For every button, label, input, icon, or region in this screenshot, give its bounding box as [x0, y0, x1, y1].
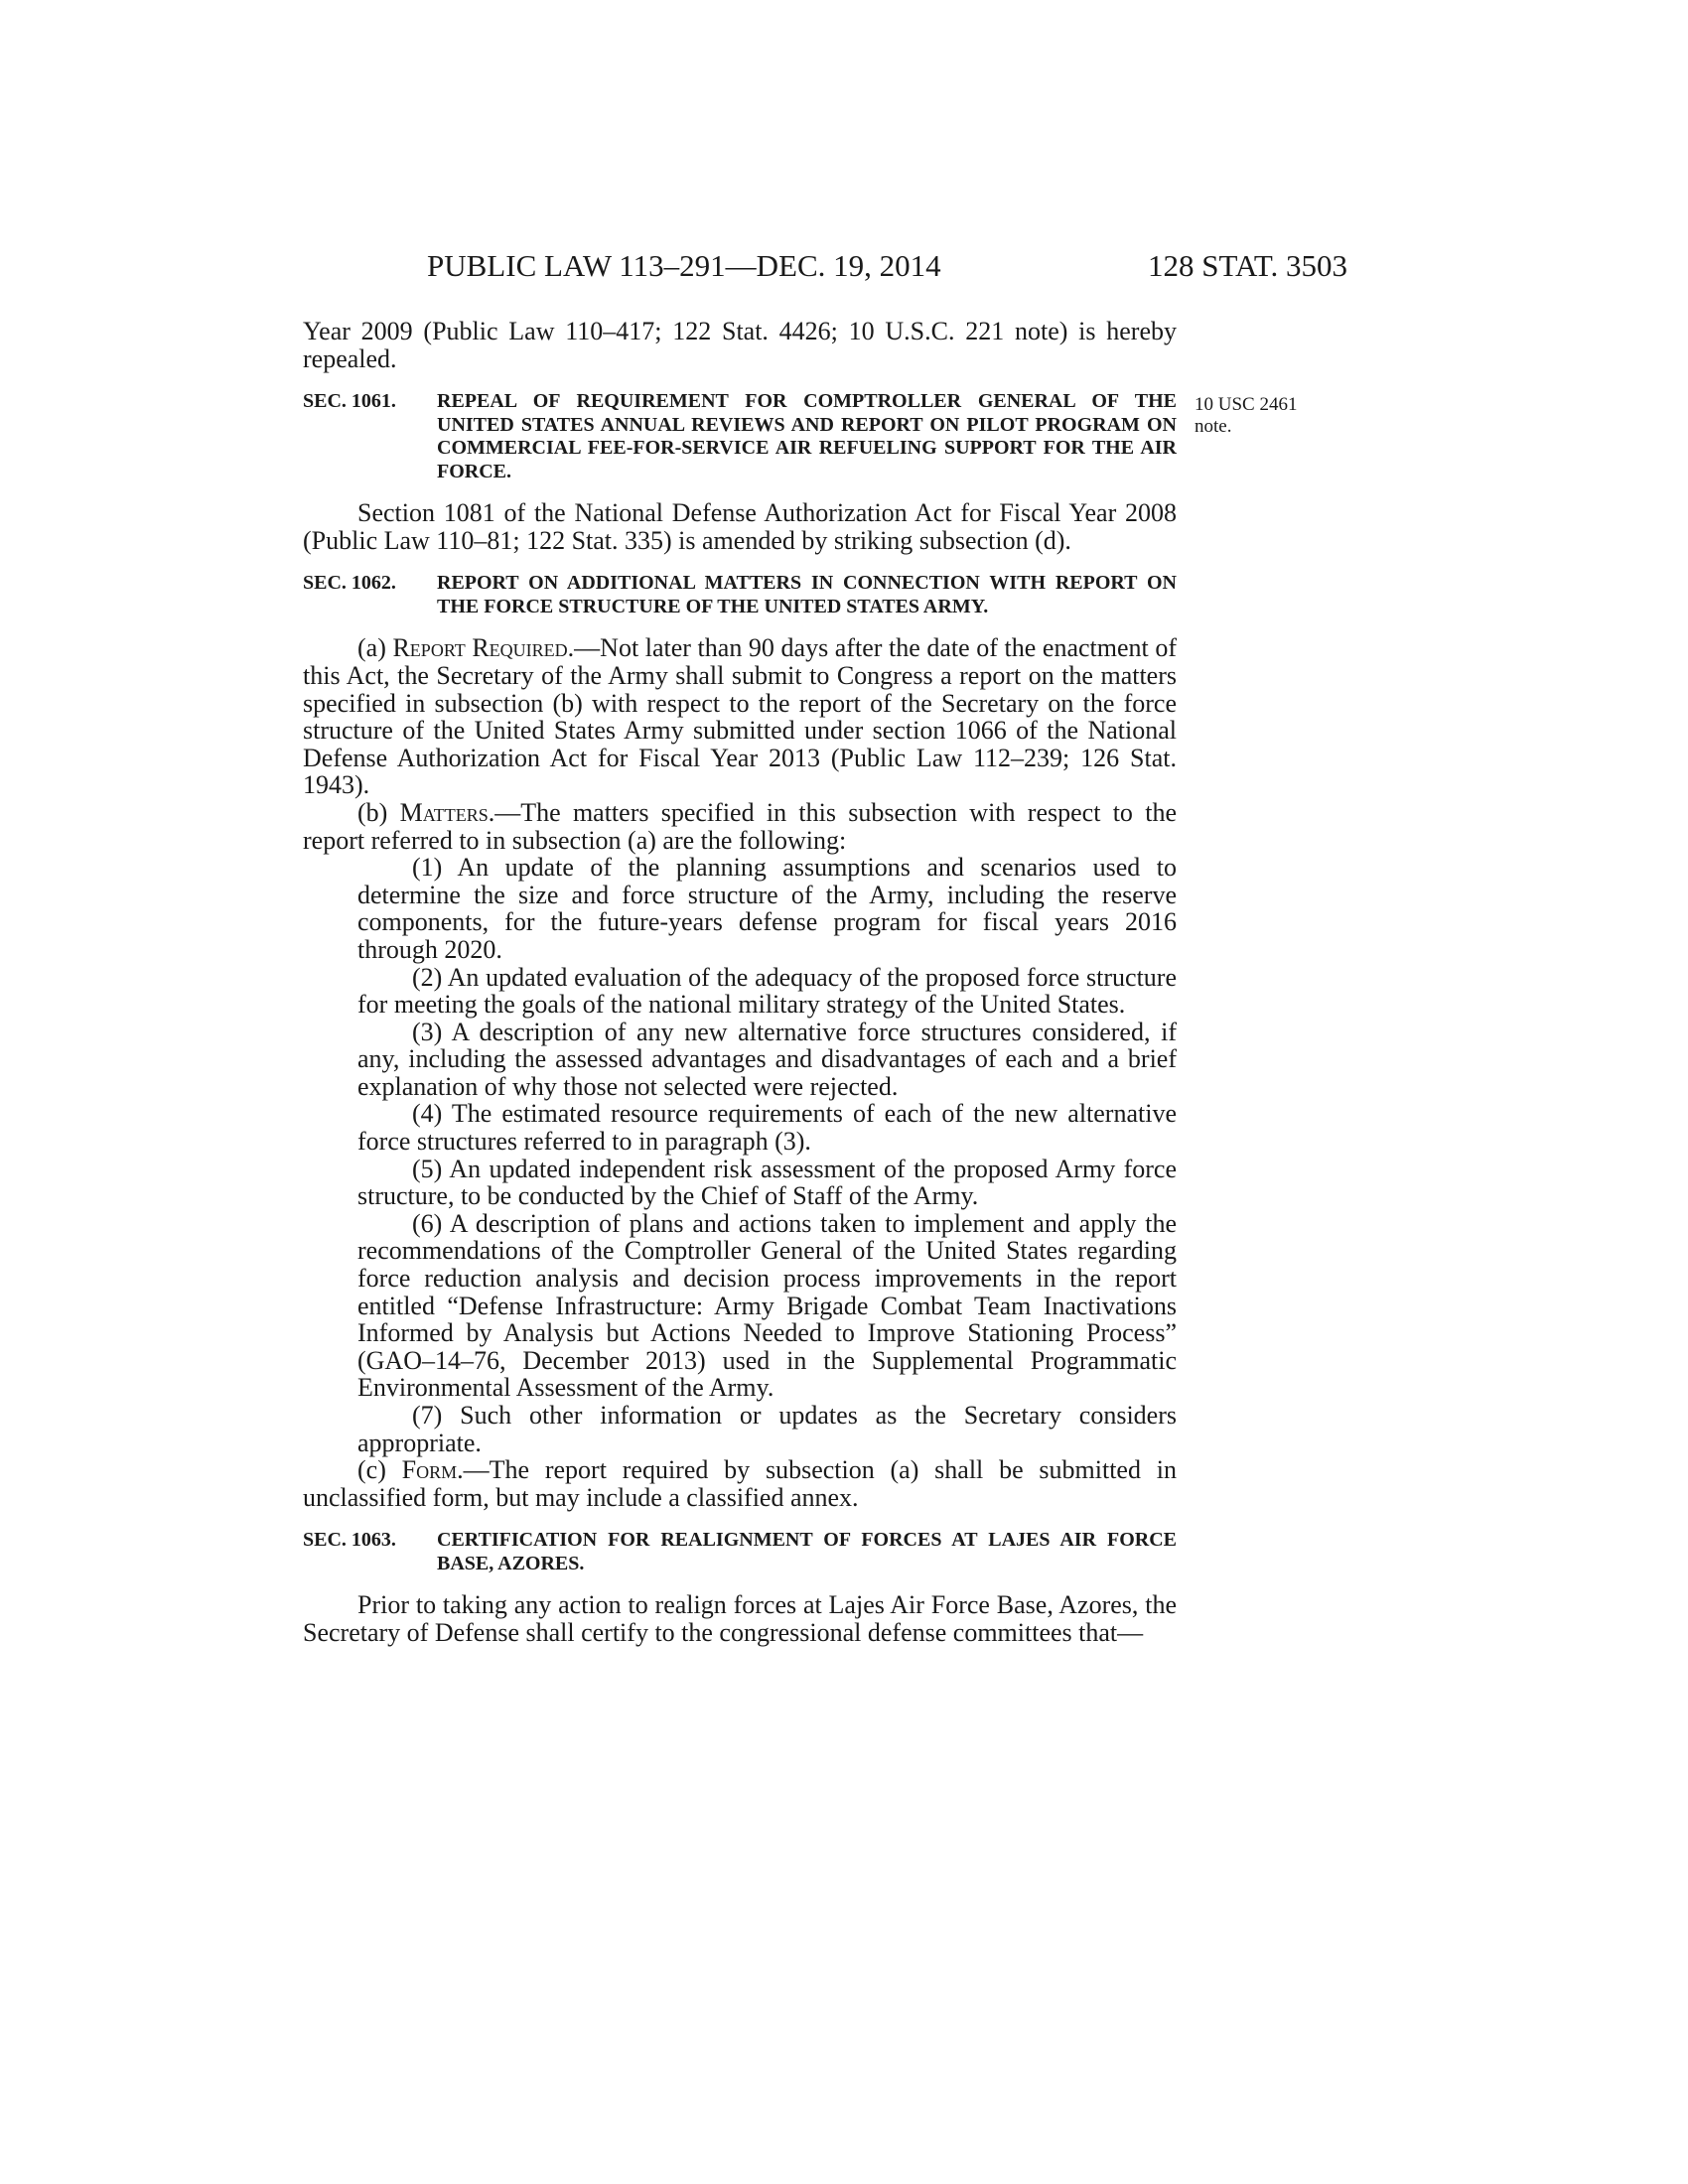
paragraph-4: (4) The estimated resource requirements of each of the new alternative force structures referred to in paragraph (3).	[357, 1099, 1177, 1157]
margin-note: 10 USC 2461 note.	[1195, 394, 1298, 437]
sec-1063-text: Prior to taking any action to realign forces at Lajes Air Force Base, Azores, the Secretary of Defense shall certify to the congressional defense committees that—	[303, 1590, 1177, 1647]
paragraph-3: (3) A description of any new alternative force structures considered, if any, including the assessed advantages and disadvantages of each and a brief explanation of why those not selected were rejected.	[357, 1017, 1177, 1101]
subsection-b-heading: Matters	[399, 797, 489, 827]
subsection-a	[303, 634, 1177, 799]
sec-1063-title: CERTIFICATION FOR REALIGNMENT OF FORCES AT LAJES AIR FORCE BASE, AZORES.	[437, 1529, 1177, 1574]
subsection-c-text: .—The report required by subsection (a) shall be submitted in unclassified form, but may include a classified annex.	[303, 1455, 1177, 1512]
paragraph-1: (1) An update of the planning assumptions and scenarios used to determine the size and force structure of the Army, including the reserve components, for the future-years defense program for fiscal years 2016 through 2020.	[357, 853, 1177, 964]
paragraph-6: (6) A description of plans and actions taken to implement and apply the recommendations of the Comptroller General of the United States regarding force reduction analysis and decision process improvements in the report entitled “Defense Infrastructure: Army Brigade Combat Team Inactivations Informed by Analysis but Actions Needed to Improve Stationing Process” (GAO–14–76, December 2013) used in the Supplemental Programmatic Environmental Assessment of the Army.	[357, 1208, 1177, 1403]
subsection-b-label: (b)	[357, 797, 400, 827]
sec-1063-heading	[303, 1529, 1177, 1575]
sec-1062-number: SEC. 1062.	[303, 572, 396, 595]
subsection-a-label: (a)	[357, 633, 393, 663]
subsection-a-heading: Report Required	[392, 633, 568, 663]
paragraph-5: (5) An updated independent risk assessment of the proposed Army force structure, to be conducted by the Chief of Staff of the Army.	[357, 1154, 1177, 1211]
subsection-a-text: .—Not later than 90 days after the date of the enactment of this Act, the Secretary of the Army shall submit to Congress a report on the matters specified in subsection (b) with respect to the report of the Secretary on the force structure of the United States Army submitted under section 1066 of the National Defense Authorization Act for Fiscal Year 2013 (Public Law 112–239; 126 Stat. 1943).	[303, 633, 1177, 800]
sec-1061-text: Section 1081 of the National Defense Authorization Act for Fiscal Year 2008 (Public Law 110–81; 122 Stat. 335) is amended by striking subsection (d).	[303, 498, 1177, 555]
stat-page-number: 128 STAT. 3503	[1148, 248, 1348, 283]
paragraph-7: (7) Such other information or updates as the Secretary considers appropriate.	[357, 1401, 1177, 1457]
running-header-title: PUBLIC LAW 113–291—DEC. 19, 2014	[427, 248, 941, 283]
subsection-c-heading: Form	[401, 1455, 458, 1485]
document-body	[303, 318, 1177, 1647]
subsection-b-text: .—The matters specified in this subsection with respect to the report referred to in subsection (a) are the following:	[303, 797, 1177, 855]
subsection-c-label: (c)	[357, 1455, 402, 1485]
subsection-b	[303, 799, 1177, 854]
sec-1062-title: REPORT ON ADDITIONAL MATTERS IN CONNECTION WITH REPORT ON THE FORCE STRUCTURE OF THE UNITED STATES ARMY.	[437, 572, 1177, 617]
sec-1063-number: SEC. 1063.	[303, 1529, 396, 1552]
subsection-c	[303, 1456, 1177, 1511]
intro-paragraph: Year 2009 (Public Law 110–417; 122 Stat. 4426; 10 U.S.C. 221 note) is hereby repealed.	[303, 317, 1177, 373]
sec-1061-title: REPEAL OF REQUIREMENT FOR COMPTROLLER GENERAL OF THE UNITED STATES ANNUAL REVIEWS AND REPORT ON PILOT PROGRAM ON COMMERCIAL FEE-FOR-SERVICE AIR REFUELING SUPPORT FOR THE AIR FORCE.	[437, 390, 1177, 482]
sec-1062-heading	[303, 572, 1177, 618]
sec-1061-heading	[303, 390, 1177, 483]
sec-1061-number: SEC. 1061.	[303, 390, 396, 413]
paragraph-2: (2) An updated evaluation of the adequacy of the proposed force structure for meeting the goals of the national military strategy of the United States.	[357, 962, 1177, 1020]
